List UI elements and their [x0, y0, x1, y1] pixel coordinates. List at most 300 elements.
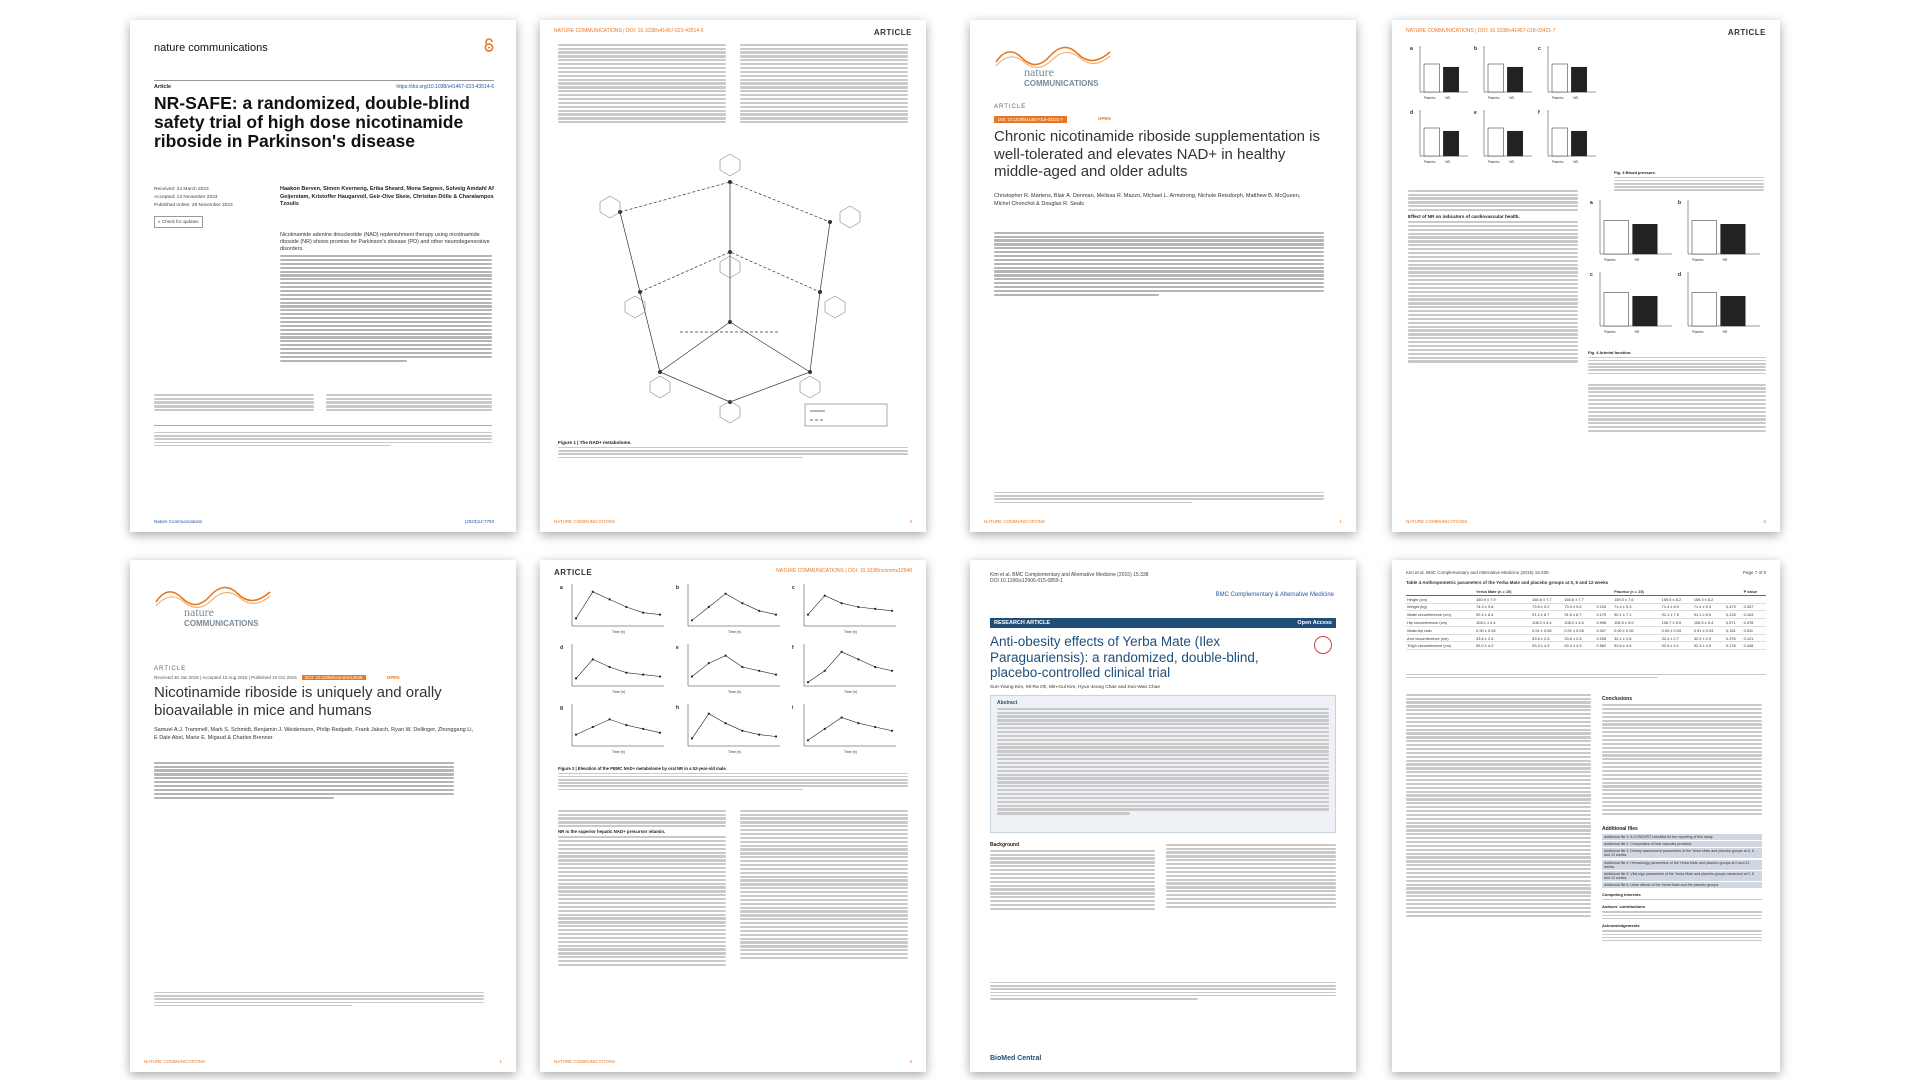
body-column-left	[1408, 188, 1578, 364]
bmc-logo	[1216, 592, 1334, 599]
axis-tick-label: Placebo	[1604, 258, 1616, 262]
table-cell: 0.571	[1725, 619, 1743, 627]
additional-files-section	[1602, 822, 1762, 943]
table-row	[1406, 595, 1766, 603]
open-access-icon	[484, 38, 494, 52]
bar	[1488, 64, 1503, 92]
paper-title: Chronic nicotinamide riboside supplementation is well-tolerated and elevates NAD+ in healthy middle-aged and older adults	[994, 128, 1321, 180]
table-cell: 71.4 ± 9.3	[1693, 603, 1725, 611]
table-cell: 0.121	[1743, 634, 1766, 642]
data-point	[824, 728, 826, 730]
ack-heading: Acknowledgements	[1602, 923, 1640, 929]
data-point	[807, 681, 809, 683]
publication-dates	[154, 675, 400, 680]
mini-bar-panel	[1678, 200, 1760, 262]
data-point	[807, 614, 809, 616]
section-label: Article	[154, 84, 172, 90]
body-column-left	[990, 842, 1155, 912]
section-heading: Effect of NR on indicators of cardiovascular health.	[1408, 214, 1520, 220]
accepted-date: Accepted: 13 November 2023	[154, 195, 218, 200]
data-point	[592, 591, 594, 593]
table-cell: Height (cm)	[1406, 595, 1475, 603]
publication-dates	[154, 186, 244, 228]
table-cell: 0.007	[1595, 626, 1613, 634]
table-cell: Arm circumference (cm)	[1406, 634, 1475, 642]
panel-letter: b	[1474, 46, 1478, 52]
table-cell: 108.1 ± 4.4	[1475, 619, 1531, 627]
received-date: Received: 24 March 2023	[154, 187, 209, 192]
table-row	[1406, 634, 1766, 642]
axis-tick-label: NR	[1573, 160, 1578, 164]
additional-file-link[interactable]: Additional file 3: Dietary assessment parameters of the Yerba Mate and placebo groups at 0, 6 and 12 weeks.	[1602, 848, 1762, 858]
caption-title: Figure 1 | The NAD+ metabolome.	[558, 440, 632, 445]
table-cell: 0.151	[1725, 626, 1743, 634]
data-point	[841, 602, 843, 604]
data-point	[874, 666, 876, 668]
panel-letter: d	[560, 645, 564, 651]
bar	[1552, 128, 1567, 156]
table-cell: 53.3 ± 4.3	[1531, 642, 1563, 650]
svg-text:nature: nature	[184, 605, 214, 619]
panel-letter: d	[1678, 272, 1682, 278]
x-axis-label: Time (h)	[844, 630, 857, 634]
affiliations	[994, 490, 1324, 505]
footer-journal: NATURE COMMUNICATIONS	[984, 519, 1046, 524]
page-header	[1406, 28, 1766, 37]
bar	[1633, 296, 1658, 326]
data-point	[874, 726, 876, 728]
data-point	[841, 651, 843, 653]
figure-caption	[558, 440, 908, 460]
header-section: ARTICLE	[554, 568, 593, 577]
data-point	[575, 677, 577, 679]
research-article-bar	[990, 618, 1336, 628]
additional-file-link[interactable]: Additional file 2: Composition of trial capsules provided.	[1602, 841, 1762, 847]
mini-bar-panel	[1410, 110, 1468, 164]
paper-page-3[interactable]	[970, 20, 1356, 532]
x-axis-label: Time (h)	[844, 750, 857, 754]
author-list: Samuel A.J. Trammell, Mark S. Schmidt, Benjamin J. Weidemann, Philip Redpath, Frank Jaksch, Ryan W. Dellinger, Zhonggang Li, E Dale Abel, Marie E. Migaud & Charles Brenner	[154, 727, 474, 741]
journal-line: Kim et al. BMC Complementary and Alternative Medicine (2015) 15:338	[1406, 570, 1549, 575]
data-point	[691, 675, 693, 677]
caption-title: Fig. 3 Blood pressure.	[1614, 170, 1657, 175]
axis-tick-label: Placebo	[1488, 96, 1500, 100]
additional-files-heading: Additional files	[1602, 826, 1638, 832]
panel-letter: c	[792, 585, 795, 591]
x-axis-label: Time (h)	[612, 750, 625, 754]
table-cell	[1563, 588, 1595, 595]
table-cell: 53.3 ± 4.3	[1563, 642, 1595, 650]
page-footer	[144, 1059, 502, 1064]
table-cell: 0.90 ± 0.04	[1661, 626, 1693, 634]
table-cell: 0.90 ± 0.05	[1475, 626, 1531, 634]
data-point	[592, 726, 594, 728]
panel-letter: h	[676, 705, 680, 711]
table-cell: 91.2 ± 6.7	[1531, 611, 1563, 619]
body-column-right	[740, 42, 908, 125]
mini-bar-panel	[1410, 46, 1468, 100]
paper-page-2[interactable]	[540, 20, 926, 532]
data-point	[708, 606, 710, 608]
footnotes	[990, 980, 1336, 1001]
author-list: Haakon Berven, Simon Kverneng, Erika Sheard, Mona Søgnen, Solveig Amdahl Af Geijerstam, Kristoffer Haugarvoll, Geir-Olve Skeie, Christian Dölle & Charalampos Tzoulis	[280, 186, 494, 207]
additional-file-link[interactable]: Additional file 5: Vital sign parameters of the Yerba Mate and placebo groups measured at 0, 6 and 12 weeks.	[1602, 871, 1762, 881]
table-title: Table 4 Anthropometric parameters of the Yerba Mate and placebo groups at 0, 6 and 12 weeks	[1406, 580, 1609, 585]
table-cell: 91.1 ± 6.9	[1693, 611, 1725, 619]
section-label: ARTICLE	[994, 104, 1027, 110]
table-cell: 33.6 ± 2.5	[1531, 634, 1563, 642]
data-point	[807, 739, 809, 741]
table-cell: 108.2 ± 4.5	[1563, 619, 1595, 627]
bar	[1552, 64, 1567, 92]
competing-heading: Competing interests	[1602, 891, 1641, 897]
table-cell: 52.3 ± 4.5	[1693, 642, 1725, 650]
footer-journal: Nature Communications	[154, 519, 203, 524]
check-updates-button[interactable]	[154, 216, 203, 228]
bar	[1571, 131, 1586, 156]
svg-text:COMMUNICATIONS: COMMUNICATIONS	[184, 619, 259, 628]
table-cell: 159.5 ± 8.2	[1661, 595, 1693, 603]
footer-citation: (2023)14:7793	[464, 519, 494, 524]
time-course-panel	[792, 644, 896, 694]
author-list: Christopher R. Martens, Blair A. Denman, Melissa R. Mazzo, Michael L. Armstrong, Nichole Reisdorph, Matthew B. McQueen, Michel Chonchol & Douglas R. Seals	[994, 193, 1301, 207]
footer-journal: NATURE COMMUNICATIONS	[554, 1059, 616, 1064]
table-cell: 0.811	[1743, 626, 1766, 634]
panel-letter: f	[792, 645, 794, 651]
table-cell: 108.2 ± 4.4	[1531, 619, 1563, 627]
additional-file-link[interactable]: Additional file 1: A CONSORT checklist for the reporting of this study.	[1602, 834, 1762, 840]
data-point	[741, 602, 743, 604]
footnote-divider	[154, 425, 492, 426]
panel-letter: f	[1538, 110, 1540, 116]
publisher-name: BMC Complementary & Alternative Medicine	[1215, 592, 1334, 598]
table-cell: 0.278	[1725, 642, 1743, 650]
table-cell: 53.0 ± 4.2	[1475, 642, 1531, 650]
page-number: Page 7 of 8	[1742, 570, 1766, 575]
bar	[1721, 296, 1746, 326]
table-cell: 52.6 ± 4.5	[1613, 642, 1661, 650]
doi-line: DOI 10.1186/s12906-015-0859-1	[990, 578, 1064, 584]
table-cell: 159.5 ± 7.6	[1613, 595, 1661, 603]
panel-letter: a	[1590, 200, 1593, 206]
x-axis-label: Time (h)	[844, 690, 857, 694]
table-cell: 0.337	[1743, 603, 1766, 611]
panel-letter: b	[1678, 200, 1682, 206]
table-cell: 90.1 ± 7.1	[1613, 611, 1661, 619]
data-point	[708, 662, 710, 664]
body-column-right	[1602, 692, 1762, 816]
table-cell	[1661, 588, 1693, 595]
body-column-left	[558, 808, 726, 968]
bar	[1488, 128, 1503, 156]
article-type: RESEARCH ARTICLE	[994, 620, 1051, 626]
table-cell	[1725, 588, 1743, 595]
axis-tick-label: NR	[1634, 330, 1640, 334]
bar	[1692, 292, 1717, 326]
data-point	[642, 612, 644, 614]
panel-letter: d	[1410, 110, 1414, 116]
table-cell: Hip circumference (cm)	[1406, 619, 1475, 627]
data-point	[609, 718, 611, 720]
panel-letter: e	[676, 645, 679, 651]
nature-communications-logo	[154, 580, 274, 630]
table-cell: 0.163	[1743, 611, 1766, 619]
axis-tick-label: Placebo	[1604, 330, 1616, 334]
paper-page-1[interactable]	[130, 20, 516, 532]
table-cell: 32.0 ± 2.9	[1693, 634, 1725, 642]
body-column-right	[326, 392, 492, 413]
refresh-icon: ◐	[158, 219, 161, 224]
doi-badge[interactable]: DOI: 10.1038/ncomms12948	[302, 675, 366, 680]
body-column-left	[154, 392, 314, 413]
affiliations	[154, 990, 484, 1008]
data-point	[758, 670, 760, 672]
paper-page-8[interactable]	[1392, 560, 1780, 1072]
axis-tick-label: Placebo	[1552, 96, 1564, 100]
table-cell: 92.4 ± 6.4	[1475, 611, 1531, 619]
panel-letter: b	[676, 585, 680, 591]
x-axis-label: Time (h)	[728, 750, 741, 754]
bar	[1443, 131, 1458, 156]
paper-page-7[interactable]	[970, 560, 1356, 1072]
journal-logo: nature communications	[154, 42, 268, 54]
paper-page-5[interactable]	[130, 560, 516, 1072]
series-line	[692, 656, 776, 677]
figure-caption	[558, 766, 908, 792]
bar	[1692, 220, 1717, 254]
axis-tick-label: NR	[1573, 96, 1578, 100]
x-axis-label: Time (h)	[612, 690, 625, 694]
conclusions-heading: Conclusions	[1602, 696, 1633, 702]
data-point	[659, 732, 661, 734]
page-footer	[554, 519, 912, 524]
bar	[1633, 224, 1658, 254]
footer-journal: NATURE COMMUNICATIONS	[554, 519, 616, 524]
table-cell: P value	[1743, 588, 1766, 595]
axis-tick-label: Placebo	[1424, 160, 1436, 164]
panel-letter: c	[1538, 46, 1541, 52]
table-cell: 0.218	[1725, 611, 1743, 619]
data-point	[874, 608, 876, 610]
data-point	[642, 674, 644, 676]
table-cell: Waist-hip ratio	[1406, 626, 1475, 634]
table-cell: 32.4 ± 2.7	[1661, 634, 1693, 642]
crossmark-icon[interactable]	[1314, 636, 1332, 654]
bar	[1604, 220, 1629, 254]
data-point	[659, 675, 661, 677]
nad-metabolome-diagram	[580, 142, 890, 432]
anthropometric-table	[1406, 588, 1766, 650]
time-course-panel	[560, 704, 664, 754]
bar	[1604, 292, 1629, 326]
table-cell	[1595, 588, 1613, 595]
table-cell: 0.448	[1743, 642, 1766, 650]
table-cell: Yerba Mate (n = 15)	[1475, 588, 1531, 595]
axis-tick-label: Placebo	[1488, 160, 1500, 164]
caption-title: Fig. 4 Arterial function.	[1588, 350, 1632, 355]
figure-4-caption	[1588, 350, 1766, 434]
data-point	[625, 672, 627, 674]
data-point	[725, 593, 727, 595]
table-row	[1406, 626, 1766, 634]
additional-file-link[interactable]: Additional file 6: Urine effects of the Yerba Mate and the placebo groups.	[1602, 882, 1762, 888]
page-header	[1406, 570, 1766, 575]
axis-tick-label: Placebo	[1692, 258, 1704, 262]
data-point	[659, 614, 661, 616]
additional-file-link[interactable]: Additional file 4: Hematology parameters of the Yerba Mate and placebo groups at 0 and 12 weeks.	[1602, 860, 1762, 870]
table-cell	[1531, 588, 1563, 595]
footer-page-number: 3	[909, 1059, 912, 1064]
abstract	[994, 230, 1324, 298]
abstract-box	[990, 695, 1336, 833]
table-row	[1406, 611, 1766, 619]
series-line	[808, 652, 892, 682]
axis-tick-label: Placebo	[1552, 160, 1564, 164]
table-cell: 0.153	[1595, 603, 1613, 611]
divider	[154, 80, 494, 81]
table-cell: Waist circumference (cm)	[1406, 611, 1475, 619]
table-row	[1406, 603, 1766, 611]
section-heading: NR is the superior hepatic NAD+ precursor vitamin.	[558, 829, 666, 835]
table-cell: 106.9 ± 5.4	[1693, 619, 1725, 627]
open-badge: OPEN	[386, 675, 400, 680]
paper-page-4[interactable]	[1392, 20, 1780, 532]
table-cell: 0.376	[1725, 634, 1743, 642]
mini-bar-panel	[1678, 272, 1760, 334]
data-point	[857, 722, 859, 724]
footer-journal: NATURE COMMUNICATIONS	[144, 1059, 206, 1064]
series-line	[692, 714, 776, 739]
page-footer	[1406, 519, 1766, 524]
abstract-opening: Nicotinamide adenine dinucleotide (NAD) replenishment therapy using nicotinamide riboside (NR) shows promise for Parkinson's disease (PD) and other neurodegenerative disorders.	[280, 232, 490, 252]
axis-tick-label: Placebo	[1692, 330, 1704, 334]
date-line: Received 30 Jan 2016 | Accepted 12 Aug 2016 | Published 10 Oct 2016	[154, 675, 297, 680]
footer-page-number: 1	[499, 1059, 502, 1064]
table-cell: 71.4 ± 9.3	[1613, 603, 1661, 611]
data-point	[857, 658, 859, 660]
background-heading: Background	[990, 842, 1020, 848]
body-column-left	[1406, 692, 1591, 918]
data-point	[725, 722, 727, 724]
data-point	[725, 655, 727, 657]
axis-tick-label: NR	[1445, 160, 1450, 164]
mini-bar-panel	[1538, 46, 1596, 100]
time-course-panel	[560, 644, 664, 694]
mini-bar-panel	[1538, 110, 1596, 164]
header-doi: NATURE COMMUNICATIONS | DOI: 10.1038/s41467-018-03421-7	[1406, 28, 1556, 34]
bar	[1571, 67, 1586, 92]
data-point	[708, 713, 710, 715]
series-line	[576, 659, 660, 678]
abstract	[154, 760, 454, 800]
series-line	[576, 719, 660, 734]
axis-tick-label: NR	[1722, 258, 1728, 262]
data-point	[741, 730, 743, 732]
table-cell: 73.5 ± 9.2	[1531, 603, 1563, 611]
data-point	[857, 606, 859, 608]
author-list: Sun-Young Kim, Mi-Ra Oh, Min-Gul Kim, Hyun-Jeong Chae and Soo-Wan Chae	[990, 685, 1161, 690]
section-label: ARTICLE	[154, 666, 187, 672]
bar	[1507, 131, 1522, 156]
data-point	[758, 610, 760, 612]
data-point	[691, 619, 693, 621]
data-point	[592, 658, 594, 660]
footer-page-number: 1	[1339, 519, 1342, 524]
x-axis-label: Time (h)	[612, 630, 625, 634]
paper-page-6[interactable]	[540, 560, 926, 1072]
page-footer	[984, 519, 1342, 524]
abstract-label: Abstract	[997, 700, 1018, 706]
affiliations	[154, 430, 492, 448]
data-point	[642, 728, 644, 730]
data-point	[741, 666, 743, 668]
data-point	[575, 617, 577, 619]
figure-2-time-course-panels	[558, 580, 908, 760]
table-cell: 0.91 ± 0.06	[1531, 626, 1563, 634]
bar	[1507, 67, 1522, 92]
panel-letter: a	[560, 585, 563, 591]
header-section: ARTICLE	[1727, 28, 1766, 37]
table-cell: 0.996	[1595, 619, 1613, 627]
table-cell: 71.4 ± 8.9	[1661, 603, 1693, 611]
caption-title: Figure 2 | Elevation of the PBMC NAD+ metabolome by oral NR in a 52-year-old male.	[558, 766, 727, 771]
table-cell: 0.91 ± 0.06	[1563, 626, 1595, 634]
time-course-panel	[560, 584, 664, 634]
paper-title: Nicotinamide riboside is uniquely and orally bioavailable in mice and humans	[154, 684, 442, 719]
mini-bar-panel	[1474, 46, 1532, 100]
open-access-label: Open Access	[1297, 620, 1332, 626]
data-point	[625, 606, 627, 608]
published-date: Published online: 28 November 2023	[154, 203, 233, 208]
data-point	[625, 724, 627, 726]
panel-letter: a	[1410, 46, 1413, 52]
table-cell: 74.3 ± 9.6	[1475, 603, 1531, 611]
doi-link[interactable]: https://doi.org/10.1038/s41467-023-43514-6	[396, 84, 494, 90]
mini-bar-panel	[1590, 272, 1672, 334]
table-cell: 160.6 ± 7.7	[1531, 595, 1563, 603]
table-cell: 0.005	[1595, 634, 1613, 642]
table-cell: Thigh circumference (cm)	[1406, 642, 1475, 650]
data-point	[891, 670, 893, 672]
check-updates-label: Check for updates	[161, 219, 199, 224]
page-header	[554, 28, 912, 37]
body-column-left	[558, 42, 726, 125]
body-column-right	[1166, 842, 1336, 910]
table-row	[1406, 588, 1766, 595]
table-cell	[1406, 588, 1475, 595]
time-course-panel	[676, 644, 780, 694]
data-point	[841, 716, 843, 718]
figure-3-caption	[1614, 170, 1764, 193]
bar	[1721, 224, 1746, 254]
mini-bar-panel	[1474, 110, 1532, 164]
table-cell: 160.6 ± 7.7	[1563, 595, 1595, 603]
table-cell: 0.91 ± 0.04	[1693, 626, 1725, 634]
footer-journal: NATURE COMMUNICATIONS	[1406, 519, 1468, 524]
doi-badge[interactable]: DOI: 10.1038/s41467-018-03421-7	[994, 116, 1067, 123]
table-row	[1406, 642, 1766, 650]
header-section: ARTICLE	[873, 28, 912, 37]
table-cell: 0.90 ± 0.06	[1613, 626, 1661, 634]
bar	[1424, 128, 1439, 156]
mini-bar-panel	[1590, 200, 1672, 262]
table-cell: 33.6 ± 2.5	[1563, 634, 1595, 642]
data-point	[758, 734, 760, 736]
table-footnote	[1406, 672, 1766, 680]
time-course-panel	[676, 584, 780, 634]
axis-tick-label: NR	[1722, 330, 1728, 334]
body-column-right	[740, 808, 908, 961]
